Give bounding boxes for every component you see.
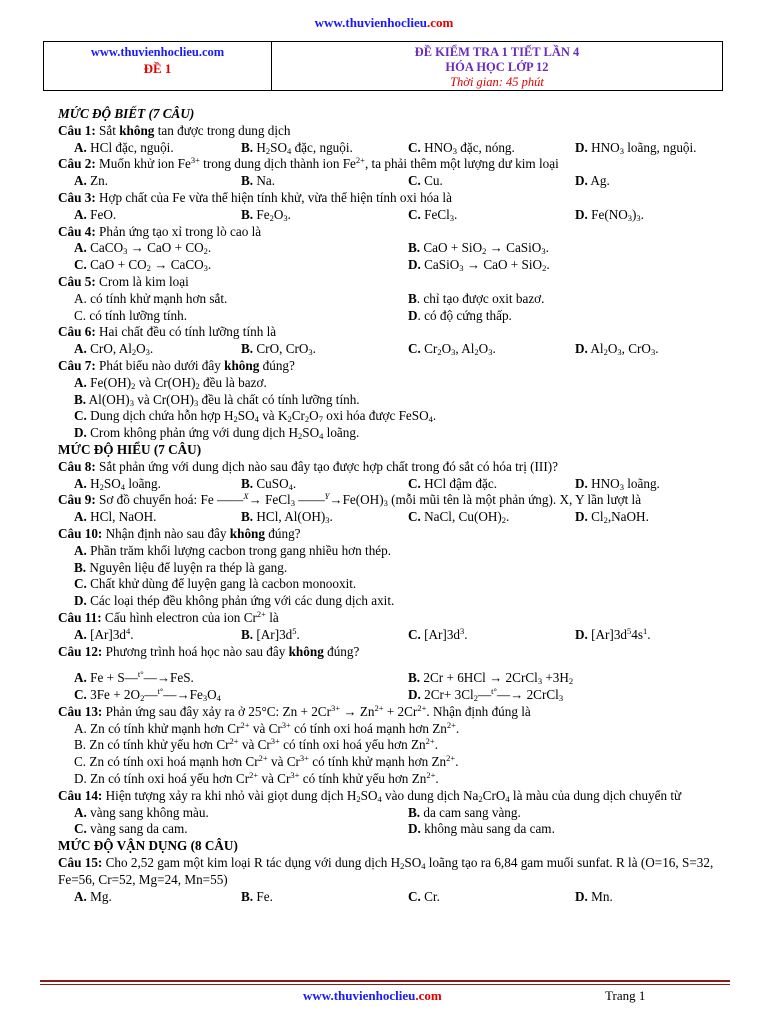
page-number: Trang 1 bbox=[605, 988, 646, 1003]
question-7: Câu 7: Phát biểu nào dưới đây không đúng? bbox=[58, 357, 295, 373]
answer-options: A. Fe + S—$^{t^\circ}$—→FeS. B. 2Cr + 6HCl → 2CrCl$_3$ $+3H_2$ bbox=[74, 669, 574, 687]
question-1: Câu 1: Sắt không tan được trong dung dịch bbox=[58, 122, 291, 138]
answer-option: A. $Fe(OH)_2$ và $Cr(OH)_2$ đều là bazơ. bbox=[74, 374, 267, 391]
answer-options: A. CrO, $Al_2O_3$. B. CrO, CrO$_3$. C. $Cr_2O_3$, $Al_2O_3$. D. $Al_2O_3$, CrO$_3$. bbox=[74, 341, 659, 358]
answer-options: A. $H_2SO_4$ loãng. B. CuSO$_4$. C. HCl đậm đặc. D. $HNO_3$ loãng. bbox=[74, 475, 660, 492]
question-8: Câu 8: Sắt phản ứng với dung dịch nào sau đây tạo được hợp chất trong đó sắt có hóa trị (III)? bbox=[58, 458, 558, 474]
question-12: Câu 12: Phương trình hoá học nào sau đây không đúng? bbox=[58, 643, 360, 659]
section-heading: MỨC ĐỘ VẬN DỤNG (8 CÂU) bbox=[58, 838, 238, 854]
question-14: Câu 14: Hiện tượng xảy ra khi nhỏ vài giọt dung dịch $H_2SO_4$ vào dung dịch $Na_2CrO_4$ là màu của dung dịch chuyển từ bbox=[58, 787, 682, 804]
answer-options: A. FeO. B. $Fe_2O_3$. C. FeCl$_3$. D. $Fe(NO_3)_3$. bbox=[74, 206, 644, 223]
footer-divider bbox=[40, 980, 730, 982]
answer-options: C. $3Fe + 2O_2—^{t^\circ}—\to Fe_3O_4$ D. $2Cr+ 3Cl_2—^{t^\circ}—\to$ 2CrCl$_3$ bbox=[74, 686, 564, 704]
answer-options: A. Mg. B. Fe. C. Cr. D. Mn. bbox=[74, 888, 613, 904]
answer-options: A. CaCO$_3$ → CaO + $CO_2$. B. CaO + SiO$_2$ → CaSiO$_3$. bbox=[74, 240, 549, 257]
exam-content bbox=[58, 106, 728, 905]
exam-subject: HÓA HỌC LỚP 12 bbox=[445, 60, 549, 74]
answer-options: A. HCl, NaOH. B. HCl, $Al(OH)_3$. C. NaCl, $Cu(OH)_2$. D. $Cl_2,NaOH$. bbox=[74, 509, 649, 526]
question-6: Câu 6: Hai chất đều có tính lưỡng tính là bbox=[58, 324, 277, 340]
answer-options: C. có tính lưỡng tính. D. có độ cứng thấp. bbox=[74, 307, 512, 323]
header-right-cell bbox=[272, 42, 722, 90]
answer-option: D. Zn có tính oxi hoá yếu hơn $Cr^{2+}$ và $Cr^{3+}$ có tính khử yếu hơn $Zn^{2+}$. bbox=[74, 770, 439, 787]
answer-option: D. Các loại thép đều không phản ứng với các dung dịch axit. bbox=[74, 593, 395, 609]
question-10: Câu 10: Nhận định nào sau đây không đúng? bbox=[58, 525, 301, 541]
footer-divider bbox=[40, 984, 730, 985]
exam-time: Thời gian: 45 phút bbox=[450, 75, 544, 89]
answer-options: A. HCl đặc, nguội. B. $H_2SO_4$ đặc, nguội. C. $HNO_3$ đặc, nóng. D. $HNO_3$ loãng, nguội. bbox=[74, 139, 697, 156]
section-heading: MỨC ĐỘ BIẾT (7 CÂU) bbox=[58, 106, 195, 121]
answer-option: A. Zn có tính khử mạnh hơn $Cr^{2+}$ và $Cr^{3+}$ có tính oxi hoá mạnh hơn $Zn^{2+}$. bbox=[74, 719, 460, 736]
footer-site-link[interactable]: www.thuvienhoclieu.com bbox=[303, 988, 442, 1003]
question-5: Câu 5: Crom là kim loại bbox=[58, 273, 189, 289]
exam-header-box bbox=[43, 41, 723, 91]
question-4: Câu 4: Phản ứng tạo xỉ trong lò cao là bbox=[58, 223, 262, 239]
header-site-link[interactable]: www.thuvienhoclieu.com bbox=[90, 45, 225, 59]
header-left-cell bbox=[44, 42, 272, 90]
answer-option: B. $Al(OH)_3$ và $Cr(OH)_3$ đều là chất có tính lưỡng tính. bbox=[74, 391, 360, 408]
answer-options: A. Zn. B. Na. C. Cu. D. Ag. bbox=[74, 173, 610, 189]
answer-option: C. Chất khử dùng để luyện gang là cacbon monooxit. bbox=[74, 576, 357, 592]
answer-options: A. có tính khử mạnh hơn sắt. B. chỉ tạo được oxit bazơ. bbox=[74, 290, 545, 306]
answer-option: D. Crom không phản ứng với dung dịch $H_2SO_4$ loãng. bbox=[74, 425, 360, 442]
answer-options: A. $[Ar]3d^4$. B. $[Ar]3d^5$. C. $[Ar]3d^3$. D. $[Ar]3d^54s^1$. bbox=[74, 625, 651, 642]
answer-options: C. vàng sang da cam. D. không màu sang da cam. bbox=[74, 821, 555, 837]
site-header-link[interactable]: www.thuvienhoclieu.com bbox=[314, 15, 454, 30]
question-15: Câu 15: Cho 2,52 gam một kim loại R tác dụng với dung dịch $H_2SO_4$ loãng tạo ra 6,84 gam muối sunfat. R là (O=16, S=32, Fe=56, Cr=52, Mg=24, Mn=55) bbox=[58, 855, 714, 887]
answer-options: C. CaO + $CO_2$ → CaCO$_3$. D. CaSiO$_3$ → CaO + SiO$_2$. bbox=[74, 257, 550, 274]
question-13: Câu 13: Phản ứng sau đây xảy ra ở 25°C: $Zn + 2Cr^{3+} \to Zn^{2+} + 2Cr^{2+}$. Nhận định đúng là bbox=[58, 702, 531, 719]
exam-title: ĐỀ KIỂM TRA 1 TIẾT LẦN 4 bbox=[414, 45, 580, 59]
answer-option: B. Zn có tính khử yếu hơn $Cr^{2+}$ và $Cr^{3+}$ có tính oxi hoá yếu hơn $Zn^{2+}$. bbox=[74, 736, 438, 753]
answer-option: C. Dung dịch chứa hỗn hợp $H_2SO_4$ và $K_2Cr_2O_7$ oxi hóa được FeSO$_4$. bbox=[74, 408, 437, 425]
answer-option: C. Zn có tính oxi hoá mạnh hơn $Cr^{2+}$ và $Cr^{3+}$ có tính khử mạnh hơn $Zn^{2+}$. bbox=[74, 753, 459, 770]
question-11: Câu 11: Cấu hình electron của ion $Cr^{2+}$ là bbox=[58, 608, 279, 625]
answer-options: A. vàng sang không màu. B. da cam sang vàng. bbox=[74, 804, 521, 820]
answer-option: A. Phần trăm khối lượng cacbon trong gang nhiều hơn thép. bbox=[74, 542, 392, 558]
question-2: Câu 2: Muốn khử ion $Fe^{3+}$ trong dung dịch thành ion $Fe^{2+}$, ta phải thêm một lượng dư kim loại bbox=[58, 155, 559, 172]
section-heading: MỨC ĐỘ HIỂU (7 CÂU) bbox=[58, 441, 202, 457]
question-3: Câu 3: Hợp chất của Fe vừa thể hiện tính khử, vừa thể hiện tính oxi hóa là bbox=[58, 189, 452, 205]
question-9: Câu 9: Sơ đồ chuyển hoá: Fe ——$^X$→ FeCl$_3$ $——^Y\to Fe(OH)_3$ (mỗi mũi tên là một phản ứng). X, Y lần lượt là bbox=[58, 491, 642, 509]
answer-option: B. Nguyên liệu để luyện ra thép là gang. bbox=[74, 559, 288, 575]
exam-code: ĐỀ 1 bbox=[143, 61, 172, 76]
